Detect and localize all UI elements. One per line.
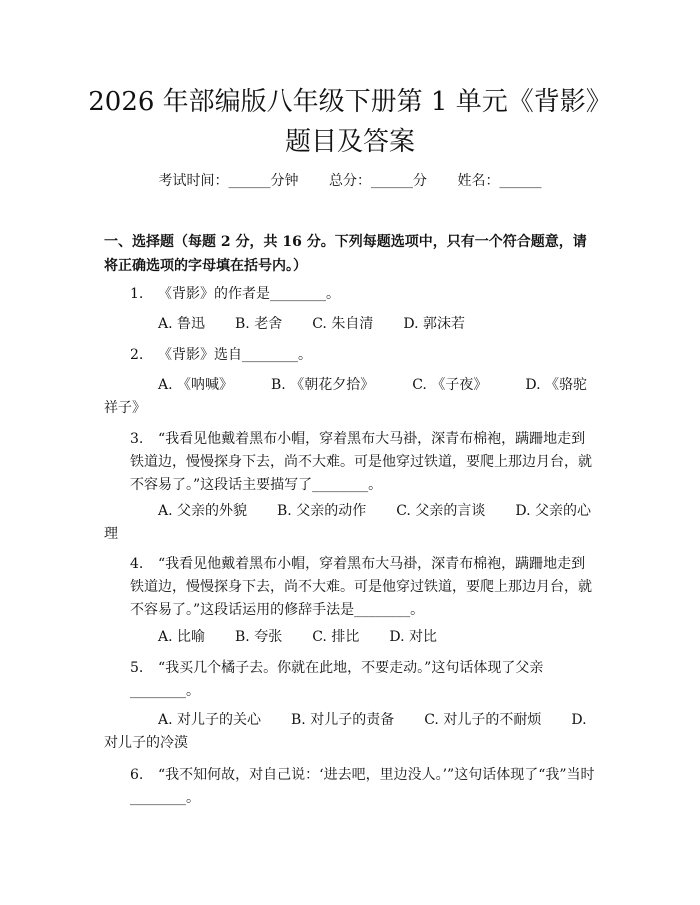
option-d: D. 郭沫若 [403, 316, 465, 332]
title-line-1: 2026 年部编版八年级下册第 1 单元《背影》 [88, 87, 612, 117]
question-text: “我看见他戴着黑布小帽，穿着黑布大马褂，深青布棉袍，蹒跚地走到铁道边，慢慢探身下去，尚不大难。可是他穿过铁道，要爬上那边月台，就不容易了。”这段话运用的修辞手法是________。 [130, 556, 592, 618]
question-number: 1. [130, 286, 144, 302]
question-number: 4. [130, 556, 144, 572]
question-text: 《背影》的作者是________。 [158, 286, 340, 302]
question-4 [104, 553, 596, 622]
question-text: 《背影》选自________。 [158, 347, 312, 363]
option-b: B. 老舍 [235, 316, 283, 332]
question-number: 2. [130, 347, 144, 363]
option-c: C. 朱自清 [312, 316, 374, 332]
option-d: D. 父亲的心理 [104, 503, 591, 542]
option-a: A. 比喻 [158, 629, 206, 645]
page-title [60, 82, 640, 162]
question-text: “我买几个橘子去。你就在此地，不要走动。”这句话体现了父亲________。 [130, 660, 544, 699]
option-a: A. 对儿子的关心 [158, 712, 262, 728]
option-a: A. 鲁迅 [158, 316, 206, 332]
option-d: D. 对比 [389, 629, 437, 645]
title-line-2: 题目及答案 [284, 127, 415, 157]
exam-time: 考试时间：______分钟 [158, 173, 299, 189]
question-3 [104, 428, 596, 497]
question-number: 6. [130, 767, 144, 783]
section-heading-choice: 一、选择题（每题 2 分，共 16 分。下列每题选项中，只有一个符合题意，请将正确选项的字母填在括号内。） [104, 234, 587, 274]
question-1 [104, 283, 596, 306]
exam-meta [0, 170, 700, 190]
option-b: B. 对儿子的责备 [291, 712, 395, 728]
question-5-options [104, 709, 596, 755]
question-text: “我看见他戴着黑布小帽，穿着黑布大马褂，深青布棉袍，蹒跚地走到铁道边，慢慢探身下去，尚不大难。可是他穿过铁道，要爬上那边月台，就不容易了。”这段话主要描写了________。 [130, 431, 592, 493]
question-text: “我不知何故，对自己说：‘进去吧，里边没人。’”这句话体现了“我”当时________。 [130, 767, 595, 806]
exam-score: 总分：______分 [329, 173, 427, 189]
option-d: D. 对儿子的冷漠 [104, 712, 587, 751]
option-b: B. 夸张 [235, 629, 283, 645]
option-d: D. 《骆驼祥子》 [104, 377, 587, 416]
question-3-options [104, 500, 596, 546]
question-number: 3. [130, 431, 144, 447]
question-4-options [104, 626, 596, 649]
option-c: C. 《子夜》 [412, 377, 488, 393]
question-2 [104, 344, 596, 367]
option-a: A. 父亲的外貌 [158, 503, 248, 519]
option-b: B. 父亲的动作 [277, 503, 367, 519]
question-1-options [104, 313, 596, 336]
option-c: C. 父亲的言谈 [396, 503, 486, 519]
option-c: C. 对儿子的不耐烦 [424, 712, 542, 728]
option-c: C. 排比 [312, 629, 360, 645]
student-name: 姓名：______ [457, 173, 542, 189]
question-6 [104, 764, 596, 810]
question-2-options [104, 374, 596, 420]
option-b: B. 《朝花夕拾》 [271, 377, 375, 393]
question-5 [104, 657, 596, 703]
option-a: A. 《呐喊》 [158, 377, 234, 393]
question-number: 5. [130, 660, 144, 676]
